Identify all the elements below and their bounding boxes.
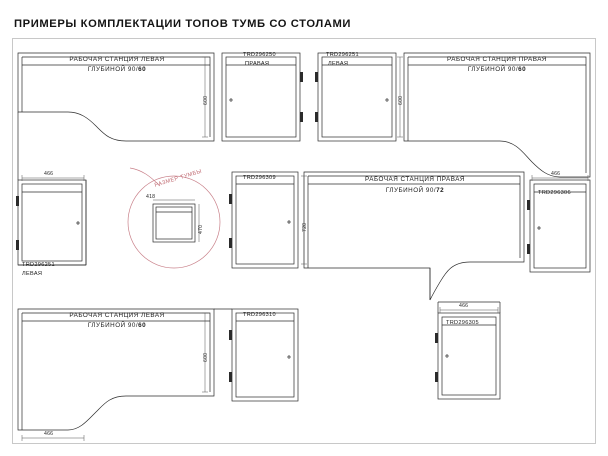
dim-600-top-right: 600 xyxy=(398,95,404,105)
label-top-right-depth: ГЛУБИНОЙ 90/60 xyxy=(467,66,527,73)
label-bottom-left-station: РАБОЧАЯ СТАНЦИЯ ЛЕВАЯ xyxy=(69,312,165,319)
dim-600-bottom-left: 600 xyxy=(203,352,209,362)
dim-cabinet-width: 418 xyxy=(146,194,156,200)
dim-466-right: 466 xyxy=(551,171,561,177)
dim-cabinet-height: 470 xyxy=(198,224,204,234)
code-top-mid-left: TRD296250 xyxy=(243,52,276,58)
dim-466-left: 466 xyxy=(44,171,54,177)
code-center-cabinet: TRD296309 xyxy=(243,175,276,181)
dim-600-top-left: 600 xyxy=(203,95,209,105)
code-bottom-center-cabinet: TRD296310 xyxy=(243,312,276,318)
label-center-station: РАБОЧАЯ СТАНЦИЯ ПРАВАЯ xyxy=(365,176,465,183)
label-center-depth: ГЛУБИНОЙ 90/72 xyxy=(385,187,445,194)
code-right-cabinet: TRD296306 xyxy=(538,190,571,196)
label-cabinet-size: РАЗМЕР ТУМБЫ xyxy=(154,168,203,189)
label-bottom-left-depth: ГЛУБИНОЙ 90/60 xyxy=(87,322,147,329)
dim-466-bottom-left: 466 xyxy=(44,431,54,437)
dim-720-center: 720 xyxy=(302,222,308,232)
label-top-left-depth: ГЛУБИНОЙ 90/60 xyxy=(87,66,147,73)
label-left-mid-side: ЛЕВАЯ xyxy=(22,271,43,277)
code-left-mid: TRD296251 xyxy=(22,262,55,268)
label-top-mid-right-side: ЛЕВАЯ xyxy=(328,61,349,67)
page-title: ПРИМЕРЫ КОМПЛЕКТАЦИИ ТОПОВ ТУМБ СО СТОЛАМИ xyxy=(14,18,352,30)
label-top-mid-left-side: ПРАВАЯ xyxy=(245,61,270,67)
code-bottom-right-cabinet: TRD296305 xyxy=(446,320,479,326)
code-top-mid-right: TRD296251 xyxy=(326,52,359,58)
label-top-right-station: РАБОЧАЯ СТАНЦИЯ ПРАВАЯ xyxy=(447,56,547,63)
dim-466-bottom-right: 466 xyxy=(459,303,469,309)
label-top-left-station: РАБОЧАЯ СТАНЦИЯ ЛЕВАЯ xyxy=(69,56,165,63)
